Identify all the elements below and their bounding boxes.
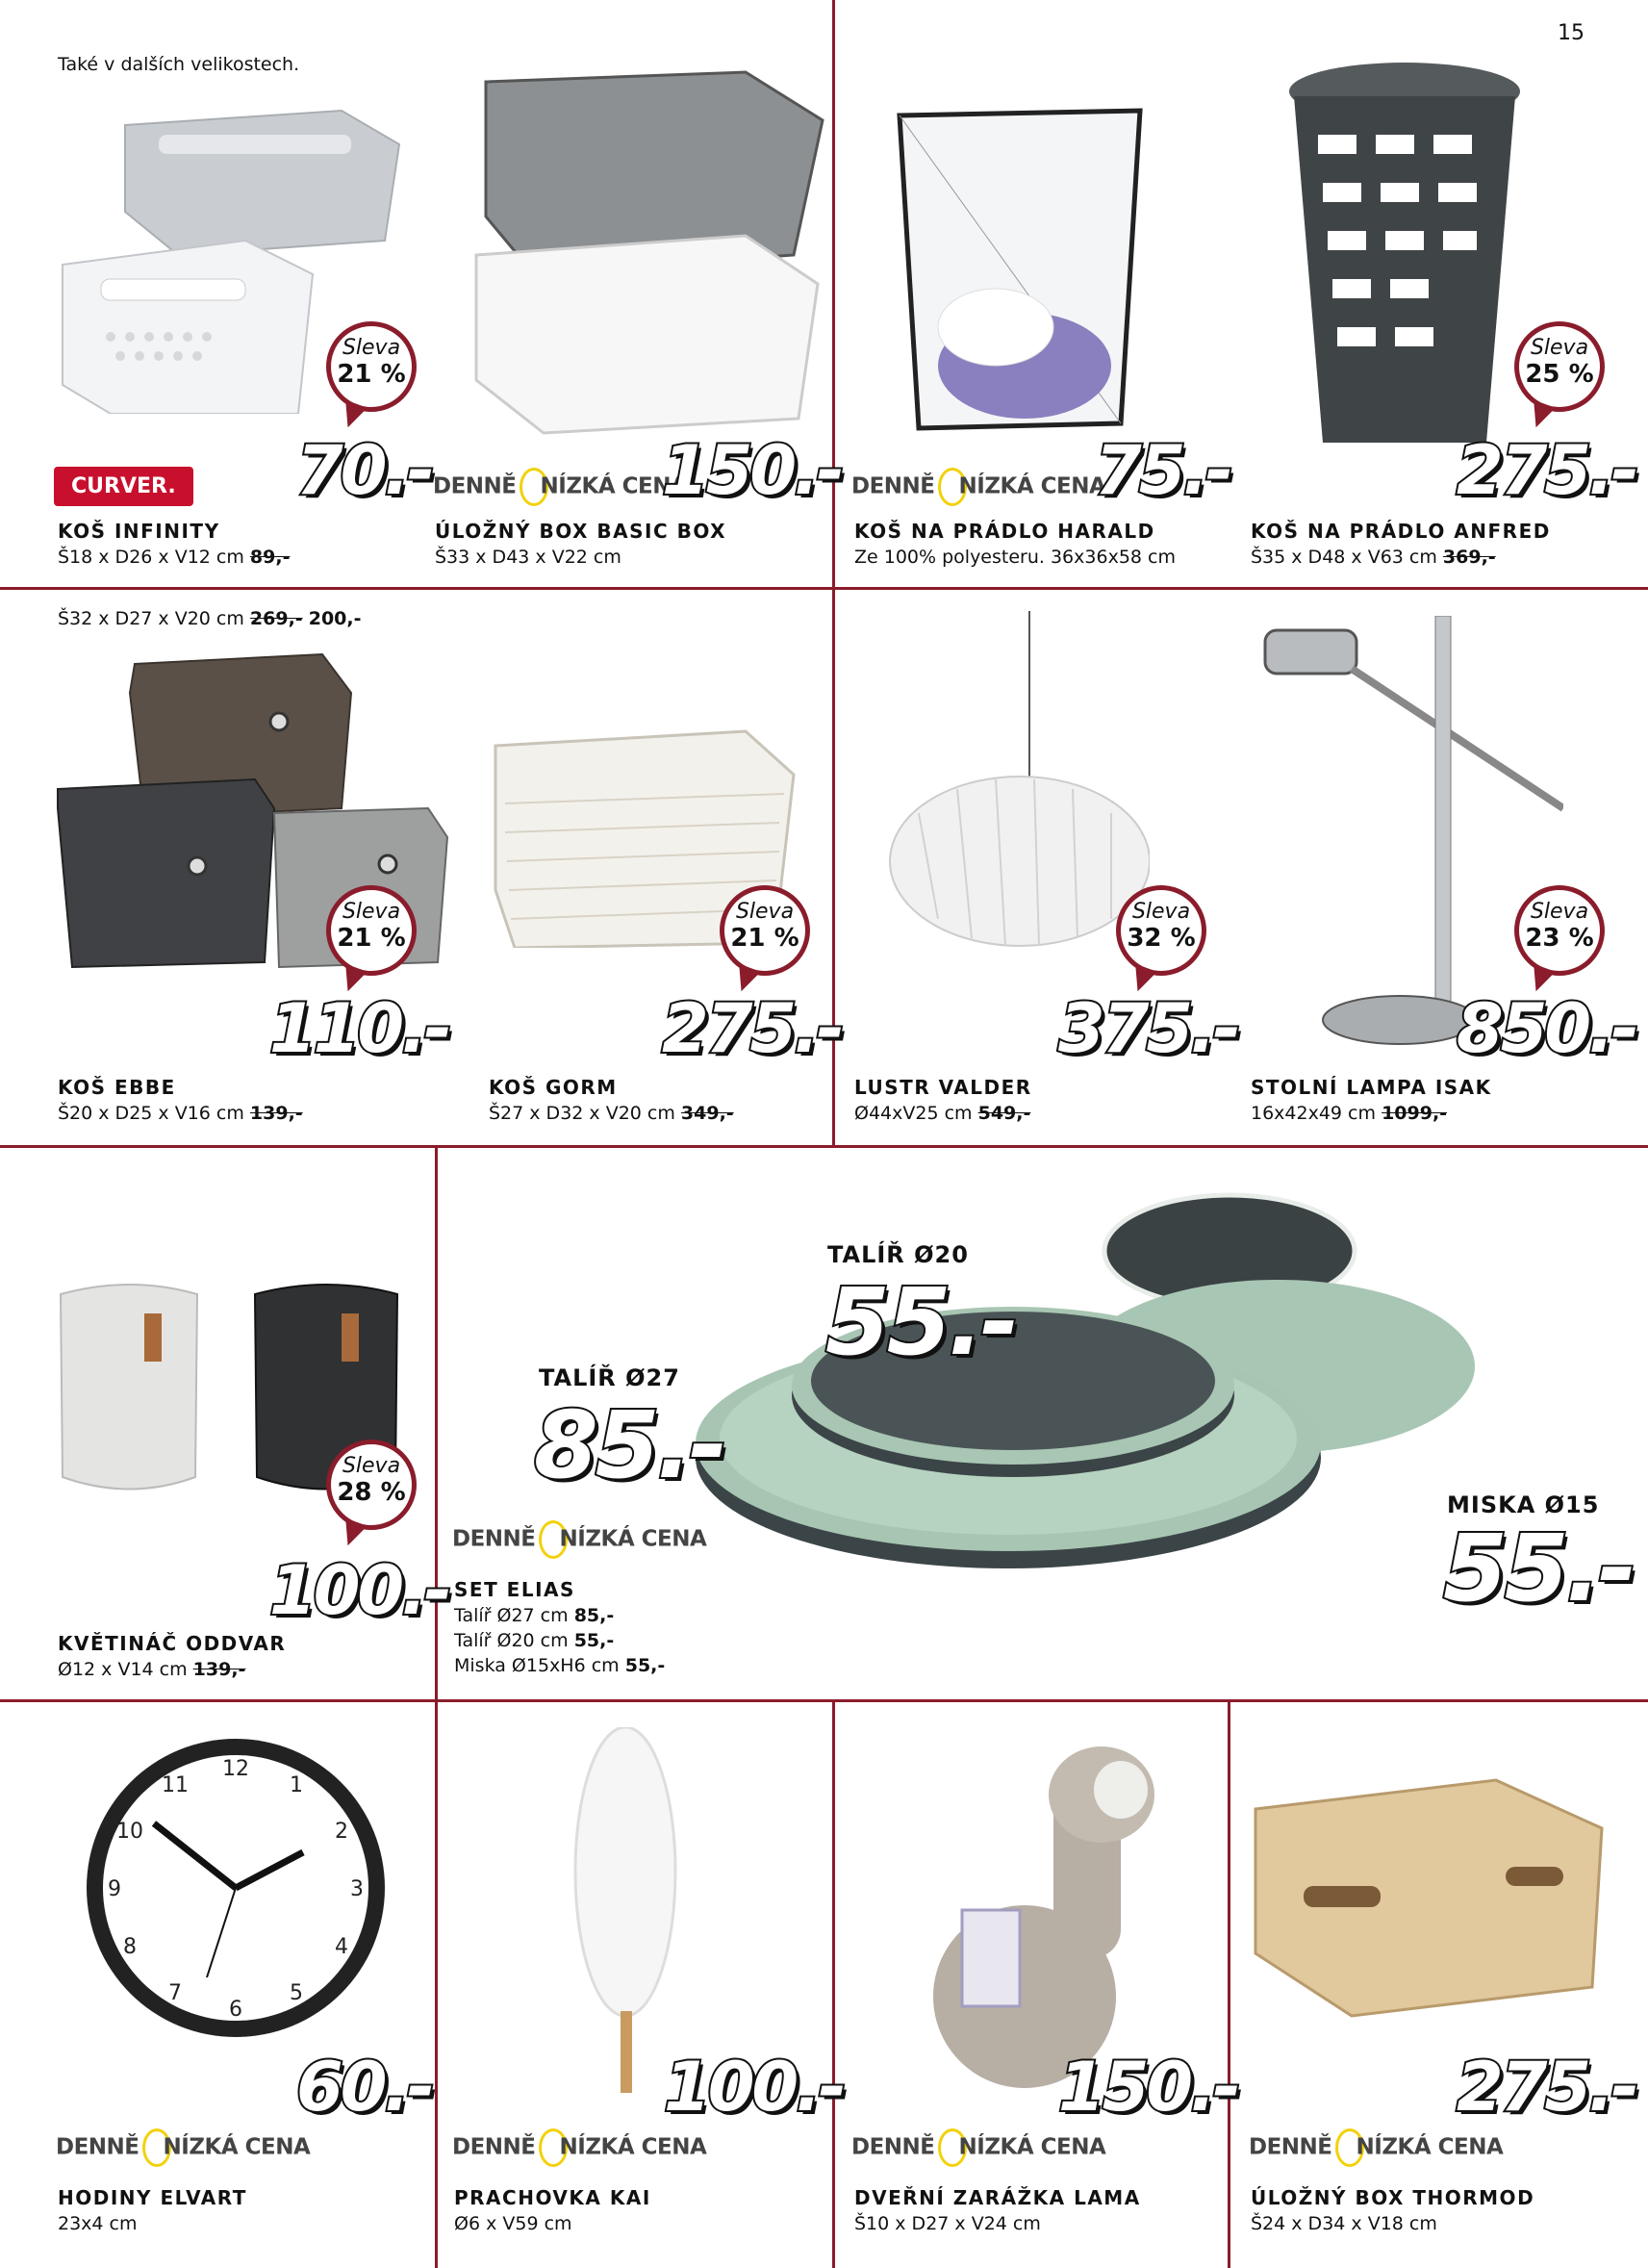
clock-number: 3 <box>350 1877 364 1901</box>
bowl-15-label: MISKA Ø15 <box>1447 1491 1600 1518</box>
page-number: 15 <box>1558 21 1585 45</box>
divider <box>0 587 1648 590</box>
product-name: LUSTR VALDER <box>854 1076 1032 1099</box>
divider <box>0 1699 1648 1702</box>
clock-number: 12 <box>222 1757 249 1781</box>
discount-badge: Sleva 21 % <box>720 885 810 976</box>
denne-nizka-cena-badge: DENNĚ NÍZKÁ CENA <box>433 468 687 506</box>
product-name: KOŠ NA PRÁDLO ANFRED <box>1251 520 1551 543</box>
denne-nizka-cena-badge: DENNĚ NÍZKÁ CENA <box>851 468 1105 506</box>
clock-number: 10 <box>116 1820 143 1844</box>
plate-20-label: TALÍŘ Ø20 <box>827 1241 969 1268</box>
discount-badge: Sleva 21 % <box>326 885 417 976</box>
product-info <box>1251 2186 1534 2234</box>
clock-number: 4 <box>335 1935 348 1959</box>
pendant-lamp-image <box>880 611 1150 957</box>
price: 275.- <box>1457 431 1636 510</box>
wooden-box-image <box>1246 1761 1611 2021</box>
product-name: KOŠ NA PRÁDLO HARALD <box>854 520 1155 543</box>
clock-number: 11 <box>162 1773 189 1797</box>
product-info <box>58 2186 247 2234</box>
plate-27-label: TALÍŘ Ø27 <box>539 1364 680 1391</box>
product-desc: 23x4 cm <box>58 2213 138 2234</box>
clock-number: 9 <box>108 1877 121 1901</box>
clock-number: 6 <box>229 1998 242 2022</box>
discount-badge: Sleva 25 % <box>1514 321 1605 412</box>
clock-number: 1 <box>290 1773 303 1797</box>
laundry-basket-image <box>890 77 1150 443</box>
price: 75.- <box>1095 431 1231 510</box>
product-name: STOLNÍ LAMPA ISAK <box>1251 1076 1492 1099</box>
product-desc: Š10 x D27 x V24 cm <box>854 2213 1041 2234</box>
product-info <box>489 1076 734 1124</box>
product-info <box>454 2186 651 2234</box>
product-info <box>454 1578 665 1676</box>
product-info <box>854 520 1176 568</box>
clock-number: 8 <box>123 1935 137 1959</box>
product-desc: Ø12 x V14 cm 139,- <box>58 1659 246 1680</box>
product-desc: Ø6 x V59 cm <box>454 2213 572 2234</box>
divider <box>1228 1702 1230 2268</box>
discount-badge: Sleva 28 % <box>326 1440 417 1530</box>
table-lamp-image <box>1255 616 1563 1049</box>
discount-badge: Sleva 32 % <box>1116 885 1206 976</box>
llama-doorstop-image <box>909 1727 1159 2102</box>
divider <box>435 1702 438 2268</box>
product-info <box>1251 520 1551 568</box>
price: 150.- <box>662 431 842 510</box>
product-desc: Š20 x D25 x V16 cm 139,- <box>58 1103 303 1124</box>
price: 275.- <box>1457 2048 1636 2127</box>
denne-nizka-cena-badge: DENNĚ NÍZKÁ CENA <box>452 1520 706 1559</box>
product-desc: Š27 x D32 x V20 cm 349,- <box>489 1103 734 1124</box>
product-info <box>435 520 726 568</box>
denne-nizka-cena-badge: DENNĚ NÍZKÁ CENA <box>1249 2128 1503 2167</box>
product-desc: Š18 x D26 x V12 cm 89,- <box>58 547 291 568</box>
product-desc: 16x42x49 cm 1099,- <box>1251 1103 1448 1124</box>
price: 70.- <box>296 431 433 510</box>
price: 375.- <box>1058 989 1238 1068</box>
product-name: KOŠ GORM <box>489 1076 618 1099</box>
price: 60.- <box>296 2048 433 2127</box>
product-info <box>58 1076 303 1124</box>
discount-badge: Sleva 23 % <box>1514 885 1605 976</box>
product-name: KOŠ EBBE <box>58 1076 176 1099</box>
clock-number: 7 <box>168 1981 182 2005</box>
curver-logo: CURVER. <box>54 467 193 506</box>
product-desc: Š33 x D43 x V22 cm <box>435 547 621 568</box>
denne-nizka-cena-badge: DENNĚ NÍZKÁ CENA <box>452 2128 706 2167</box>
wall-clock-image <box>53 1732 418 2040</box>
product-info <box>58 1632 286 1680</box>
size-note: Také v dalších velikostech. <box>58 54 300 75</box>
product-name: DVEŘNÍ ZARÁŽKA LAMA <box>854 2186 1141 2209</box>
product-info <box>1251 1076 1492 1124</box>
product-info <box>854 2186 1141 2234</box>
product-info <box>58 520 290 568</box>
product-info <box>854 1076 1032 1124</box>
duster-image <box>568 1727 683 2102</box>
price: 850.- <box>1457 989 1636 1068</box>
size-note: Š32 x D27 x V20 cm 269,- 200,- <box>58 608 362 629</box>
product-desc: Talíř Ø20 cm 55,- <box>454 1630 615 1651</box>
price: 110.- <box>269 989 449 1068</box>
laundry-basket-image <box>1270 58 1539 452</box>
price: 150.- <box>1058 2048 1238 2127</box>
price: 100.- <box>664 2048 844 2127</box>
product-name: KOŠ INFINITY <box>58 520 220 543</box>
product-name: ÚLOŽNÝ BOX THORMOD <box>1251 2186 1535 2209</box>
product-desc: Š35 x D48 x V63 cm 369,- <box>1251 547 1496 568</box>
product-name: KVĚTINÁČ ODDVAR <box>58 1632 287 1655</box>
price: 55.- <box>1443 1515 1634 1622</box>
product-desc: Talíř Ø27 cm 85,- <box>454 1605 615 1626</box>
product-desc: Ze 100% polyesteru. 36x36x58 cm <box>854 547 1176 568</box>
product-name: SET ELIAS <box>454 1578 575 1601</box>
divider <box>0 1145 1648 1148</box>
clock-number: 5 <box>290 1981 303 2005</box>
price: 100.- <box>269 1551 449 1630</box>
price: 85.- <box>534 1391 724 1499</box>
denne-nizka-cena-badge: DENNĚ NÍZKÁ CENA <box>851 2128 1105 2167</box>
price: 275.- <box>662 989 842 1068</box>
discount-badge: Sleva 21 % <box>326 321 417 412</box>
denne-nizka-cena-badge: DENNĚ NÍZKÁ CENA <box>56 2128 310 2167</box>
product-name: PRACHOVKA KAI <box>454 2186 651 2209</box>
price: 55.- <box>825 1268 1016 1376</box>
product-desc: Miska Ø15xH6 cm 55,- <box>454 1655 666 1676</box>
product-desc: Š24 x D34 x V18 cm <box>1251 2213 1437 2234</box>
product-name: ÚLOŽNÝ BOX BASIC BOX <box>435 520 727 543</box>
product-desc: Ø44xV25 cm 549,- <box>854 1103 1031 1124</box>
divider <box>832 1702 835 2268</box>
storage-box-image <box>428 63 832 447</box>
product-name: HODINY ELVART <box>58 2186 247 2209</box>
clock-number: 2 <box>335 1820 348 1844</box>
